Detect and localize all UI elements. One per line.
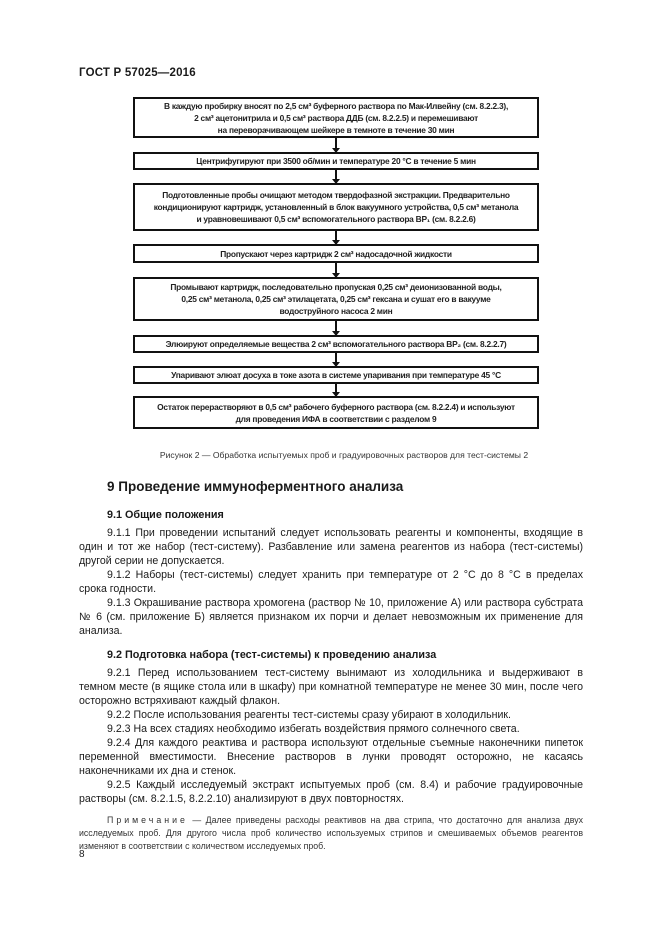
note-label: Примечание (107, 815, 188, 825)
flow-line: Упаривают элюат досуха в токе азота в системе упаривания при температуре 45 °С (171, 370, 501, 380)
paragraph: 9.1.1 При проведении испытаний следует использовать реагенты и компоненты, входящие в один и тот же набор (тест-систему). Разбавление или замена реагентов из набора (тест-системы) другой серии не допускается. (79, 527, 583, 567)
flow-line: 0,25 см³ метанола, 0,25 см³ этилацетата, 0,25 см³ гексана и сушат его в вакууме (181, 294, 491, 304)
flow-step-1 (133, 97, 539, 138)
document-header: ГОСТ Р 57025—2016 (79, 67, 196, 79)
paragraph: 9.2.2 После использования реагенты тест-системы сразу убирают в холодильник. (107, 709, 511, 721)
paragraph: 9.2.5 Каждый исследуемый экстракт испытуемых проб (см. 8.4) и рабочие градуировочные растворы (см. 8.2.1.5, 8.2.2.10) анализируют в двух повторностях. (79, 779, 583, 805)
subsection-heading: 9.2 Подготовка набора (тест-системы) к проведению анализа (107, 649, 437, 661)
flow-arrow (335, 138, 337, 152)
figure-caption: Рисунок 2 — Обработка испытуемых проб и градуировочных растворов для тест-системы 2 (159, 450, 529, 460)
flow-line: Пропускают через картридж 2 см³ надосадочной жидкости (220, 248, 452, 259)
flow-line: кондиционируют картридж, установленный в блок вакуумного устройства, 0,5 см³ метанола (153, 202, 519, 212)
flow-line: для проведения ИФА в соответствии с разделом 9 (235, 413, 437, 424)
flow-line: на переворачивающем шейкере в темноте в течение 30 мин (217, 124, 455, 135)
page-number: 8 (79, 849, 85, 860)
flow-arrow (335, 384, 337, 396)
flow-line: Подготовленные пробы очищают методом твердофазной экстракции. Предварительно (162, 190, 510, 200)
flow-line: Остаток перерастворяют в 0,5 см³ рабочего буферного раствора (см. 8.2.2.4) и используют (157, 401, 515, 412)
flow-arrow (335, 231, 337, 244)
flow-line: водоструйного насоса 2 мин (279, 306, 393, 316)
flow-line: 2 см³ ацетонитрила и 0,5 см³ раствора ДДБ (см. 8.2.2.5) и перемешивают (194, 112, 478, 123)
flow-arrow (335, 321, 337, 335)
flow-step-6 (133, 335, 539, 353)
flow-step-8 (133, 396, 539, 429)
flow-line: Элюируют определяемые вещества 2 см³ вспомогательного раствора ВР₂ (см. 8.2.2.7) (165, 339, 507, 349)
note-text: — Далее приведены расходы реактивов на два стрипа, что достаточно для анализа двух исследуемых проб. Для другого числа проб количество используемых стрипов и смешиваемых объемов реагентов изменяют в соответствии с количеством исследуемых проб. (79, 815, 583, 851)
paragraph: 9.2.4 Для каждого реактива и раствора используют отдельные съемные наконечники пипеток переменной вместимости. Внесение растворов в лунки проводят осторожно, не касаясь наконечниками их дна и стенок. (79, 737, 583, 777)
note (79, 814, 583, 853)
flow-arrow (335, 353, 337, 366)
flow-step-4 (133, 244, 539, 263)
flow-step-3 (133, 183, 539, 231)
flow-step-7 (133, 366, 539, 384)
paragraph: 9.1.3 Окрашивание раствора хромогена (раствор № 10, приложение А) или раствора субстрата № 6 (см. приложение Б) является признаком их порчи и делает невозможным их применение для анализа. (79, 597, 583, 637)
flow-arrow (335, 263, 337, 277)
flow-step-2 (133, 152, 539, 170)
flow-line: и уравновешивают 0,5 см³ вспомогательного раствора ВР₁ (см. 8.2.2.6) (196, 214, 476, 224)
section-body (79, 480, 583, 853)
subsection-heading: 9.1 Общие положения (107, 509, 224, 521)
section-heading: 9 Проведение иммуноферментного анализа (107, 479, 404, 494)
flow-step-5 (133, 277, 539, 321)
flow-arrow (335, 170, 337, 183)
paragraph: 9.2.1 Перед использованием тест-систему вынимают из холодильника и выдерживают в темном месте (в ящике стола или в шкафу) при комнатной температуре не менее 30 мин, после чего осторожно встряхивают каждый флакон. (79, 667, 583, 707)
paragraph: 9.1.2 Наборы (тест-системы) следует хранить при температуре от 2 °С до 8 °С в пределах срока годности. (79, 569, 583, 595)
flow-line: В каждую пробирку вносят по 2,5 см³ буферного раствора по Мак-Илвейну (см. 8.2.2.3), (163, 100, 509, 111)
flow-line: Центрифугируют при 3500 об/мин и температуре 20 °С в течение 5 мин (196, 156, 476, 166)
flow-line: Промывают картридж, последовательно пропуская 0,25 см³ деионизованной воды, (170, 282, 502, 292)
paragraph: 9.2.3 На всех стадиях необходимо избегать воздействия прямого солнечного света. (107, 723, 520, 735)
